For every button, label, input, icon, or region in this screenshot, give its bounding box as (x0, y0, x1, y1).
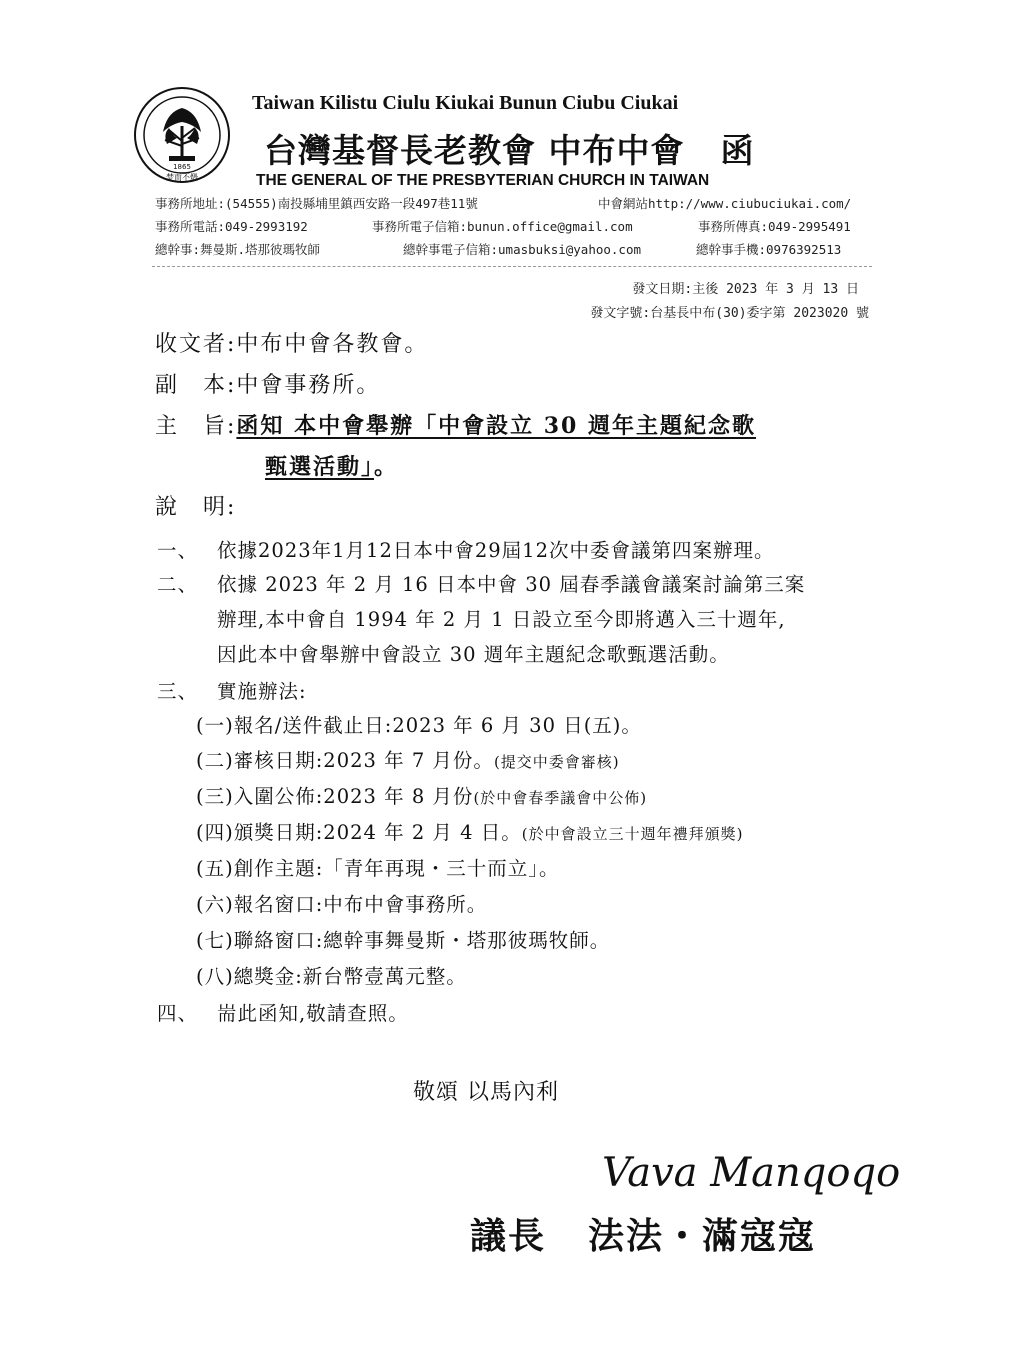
chair-signature-block (470, 1208, 816, 1259)
seal-motto: 焚而不燬 (166, 173, 198, 182)
chair-title: 議長 (470, 1215, 547, 1257)
method-label: 創作主題: (233, 857, 324, 880)
method-item (196, 961, 467, 989)
header-divider (152, 266, 872, 267)
method-item (196, 853, 560, 881)
method-number: (一) (196, 714, 234, 737)
method-item (196, 817, 743, 845)
method-number: (七) (196, 929, 234, 952)
method-label: 報名/送件截止日: (233, 714, 393, 737)
chair-name: 法法・滿寇寇 (588, 1215, 817, 1257)
doc-type: 函 (720, 131, 755, 170)
cc-row (155, 368, 380, 399)
item-2-text-line-1: 依據 2023 年 2 月 16 日本中會 30 屆春季議會議案討論第三案 (217, 573, 806, 596)
recipient-row (155, 327, 428, 358)
method-value: 總幹事舞曼斯・塔那彼瑪牧師。 (323, 929, 611, 952)
item-2-text-line-3: 因此本中會舉辦中會設立 30 週年主題紀念歌甄選活動。 (217, 643, 730, 666)
secretary-mobile: 總幹事手機:0976392513 (696, 242, 842, 257)
method-number: (五) (196, 857, 234, 880)
office-phone: 事務所電話:049-2993192 (155, 219, 308, 234)
method-value: 新台幣壹萬元整。 (302, 965, 467, 988)
method-label: 審核日期: (233, 749, 324, 772)
subject-label: 主 旨: (155, 414, 237, 439)
recipient-label: 收文者: (155, 332, 237, 357)
seal-year: 1865 (173, 163, 191, 171)
handwritten-signature: Vava Manqoqo (602, 1150, 901, 1196)
subject-row-2 (265, 450, 398, 481)
office-address: 事務所地址:(54555)南投縣埔里鎮西安路一段497巷11號 (155, 196, 478, 211)
secretary-email[interactable]: 總幹事電子信箱:umasbuksi@yahoo.com (403, 242, 642, 257)
subject-end: 。 (374, 454, 399, 480)
method-value: 「青年再現・三十而立」。 (323, 857, 560, 880)
church-seal-logo (133, 86, 231, 184)
method-label: 總獎金: (233, 965, 303, 988)
method-label: 頒獎日期: (233, 821, 324, 844)
org-name-zh-text: 台灣基督長老教會 中布中會 (264, 131, 685, 170)
subject-line-2: 甄選活動」 (265, 454, 375, 480)
item-1-number: 一、 (157, 539, 199, 562)
method-value: 2023 年 6 月 30 日(五)。 (392, 714, 642, 737)
method-item (196, 745, 620, 773)
method-label: 聯絡窗口: (233, 929, 324, 952)
method-number: (三) (196, 785, 234, 808)
method-item (196, 889, 487, 917)
method-value: 2023 年 8 月份 (323, 785, 474, 808)
office-website[interactable]: 中會網站http://www.ciubuciukai.com/ (598, 196, 852, 211)
issue-date: 發文日期:主後 2023 年 3 月 13 日 (632, 282, 859, 297)
office-fax: 事務所傳真:049-2995491 (698, 219, 851, 234)
method-number: (二) (196, 749, 234, 772)
method-note: (於中會春季議會中公佈) (473, 789, 648, 807)
method-value: 2023 年 7 月份。 (323, 749, 494, 772)
item-4-number: 四、 (157, 1002, 199, 1025)
description-label: 說 明: (155, 495, 237, 520)
subject-row (155, 409, 756, 440)
method-label: 報名窗口: (233, 893, 324, 916)
item-3-number: 三、 (157, 680, 199, 703)
reference-number: 發文字號:台基長中布(30)委字第 2023020 號 (590, 306, 869, 321)
method-label: 入圍公佈: (233, 785, 324, 808)
method-item (196, 925, 610, 953)
general-secretary: 總幹事:舞曼斯.塔那彼瑪牧師 (155, 242, 321, 257)
item-1-text: 依據2023年1月12日本中會29屆12次中委會議第四案辦理。 (217, 539, 775, 562)
method-number: (六) (196, 893, 234, 916)
item-4-text: 耑此函知,敬請查照。 (217, 1002, 409, 1025)
org-name-english: Taiwan Kilistu Ciulu Kiukai Bunun Ciubu Ciukai (252, 92, 679, 114)
org-name-english-general: THE GENERAL OF THE PRESBYTERIAN CHURCH IN TAIWAN (256, 172, 710, 189)
method-item (196, 710, 642, 738)
method-note: (提交中委會審核) (493, 753, 620, 771)
cc-value: 中會事務所。 (236, 373, 381, 398)
org-name-chinese (264, 125, 755, 172)
item-2-text-line-2: 辦理,本中會自 1994 年 2 月 1 日設立至今即將邁入三十週年, (217, 608, 786, 631)
method-note: (於中會設立三十週年禮拜頒獎) (521, 825, 744, 843)
cc-label: 副 本: (155, 373, 237, 398)
item-2-number: 二、 (157, 573, 199, 596)
subject-line-1: 函知 本中會舉辦「中會設立 30 週年主題紀念歌 (236, 413, 757, 439)
recipient-value: 中布中會各教會。 (236, 332, 429, 357)
method-item (196, 781, 647, 809)
item-3-text: 實施辦法: (217, 680, 307, 703)
method-number: (八) (196, 965, 234, 988)
closing-greeting: 敬頌 以馬內利 (413, 1080, 559, 1105)
method-number: (四) (196, 821, 234, 844)
method-value: 中布中會事務所。 (323, 893, 488, 916)
method-value: 2024 年 2 月 4 日。 (323, 821, 522, 844)
office-email[interactable]: 事務所電子信箱:bunun.office@gmail.com (372, 219, 633, 234)
